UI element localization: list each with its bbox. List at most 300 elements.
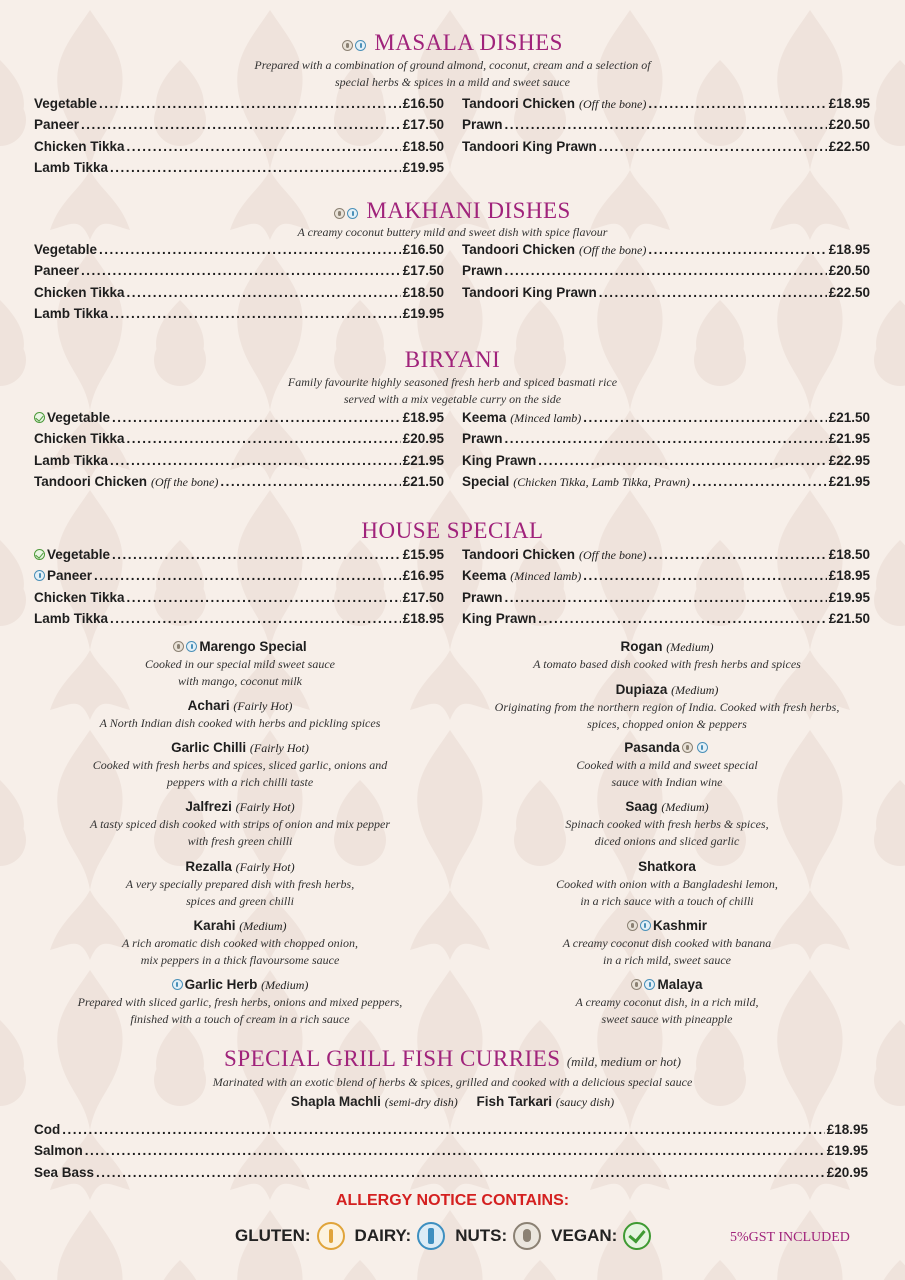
biryani-left-list [34, 410, 444, 495]
item-name [462, 139, 597, 154]
menu-item-row [34, 96, 444, 117]
dish-description: sweet sauce with pineapple [601, 1012, 733, 1026]
makhani-desc-line1: A creamy coconut buttery mild and sweet dish with spice flavour [297, 225, 608, 239]
makhani-title [0, 198, 905, 224]
item-name-text: Chicken Tikka [34, 431, 125, 447]
item-price: £19.95 [826, 1143, 868, 1159]
item-name-text: Lamb Tikka [34, 452, 109, 468]
item-price: £18.95 [828, 242, 870, 257]
dish-description: peppers with a rich chilli taste [166, 775, 314, 789]
vegan-icon [34, 412, 45, 423]
fish-list [34, 1122, 868, 1186]
item-name [34, 117, 79, 132]
dish-name [452, 681, 882, 699]
menu-item-row [34, 263, 444, 284]
item-price: £19.95 [402, 305, 444, 321]
leader-dots [99, 242, 401, 257]
leader-dots [538, 611, 826, 626]
item-price: £18.50 [402, 284, 444, 300]
item-name [34, 474, 218, 490]
dairy-icon [34, 570, 45, 581]
item-name [462, 242, 646, 258]
item-name [462, 431, 503, 446]
vegan-icon [623, 1222, 651, 1250]
item-name [34, 139, 125, 154]
dish-note: (Medium) [666, 640, 714, 654]
menu-item-row [34, 453, 444, 474]
item-name [34, 410, 110, 425]
dish-description: with mango, coconut milk [178, 674, 302, 688]
menu-item-row [34, 139, 444, 160]
fish-style-tarkari-note: (saucy dish) [555, 1095, 615, 1109]
item-name-text: Paneer [34, 263, 80, 279]
item-name-text: Lamb Tikka [34, 610, 109, 626]
dish-note: (Fairly Hot) [235, 860, 295, 874]
biryani-desc-line1: Family favourite highly seasoned fresh herb and spiced basmati rice [287, 375, 618, 389]
house-dish [452, 638, 882, 673]
leader-dots [85, 1143, 825, 1158]
dairy-icon [417, 1222, 445, 1250]
biryani-desc-line2: served with a mix vegetable curry on the side [343, 392, 562, 406]
dish-note: (Fairly Hot) [235, 800, 295, 814]
leader-dots [94, 568, 401, 583]
dish-description: Originating from the northern region of India. Cooked with fresh herbs, [494, 700, 840, 714]
dish-name [25, 798, 455, 816]
dish-description: A rich aromatic dish cooked with chopped onion, [122, 936, 358, 950]
menu-item-row [34, 1122, 868, 1143]
house-dish [25, 976, 455, 1028]
leader-dots [538, 453, 826, 468]
item-price: £20.50 [828, 117, 870, 133]
fish-style-shapla-note: (semi-dry dish) [384, 1095, 458, 1109]
allergy-legend [235, 1222, 661, 1250]
item-name [462, 117, 503, 132]
item-name-text: Tandoori Chicken [462, 242, 576, 257]
menu-item-row [462, 474, 870, 495]
house-dish [452, 976, 882, 1028]
item-price: £18.95 [828, 96, 870, 111]
menu-item-row [34, 547, 444, 568]
leader-dots [110, 453, 401, 468]
house-left-list [34, 547, 444, 632]
item-price: £21.95 [828, 431, 870, 447]
item-name-text: Prawn [462, 589, 503, 605]
dairy-label: DAIRY: [354, 1226, 412, 1245]
item-name-text: Vegetable [34, 242, 98, 257]
fish-title-text: SPECIAL GRILL FISH CURRIES [224, 1046, 561, 1071]
dish-name [25, 739, 455, 757]
dish-note: (Fairly Hot) [233, 699, 293, 713]
menu-item-row [34, 568, 444, 589]
leader-dots [110, 611, 401, 626]
house-dish [452, 739, 882, 791]
house-dish [452, 858, 882, 910]
menu-item-row [34, 1143, 868, 1164]
item-name-text: Tandoori King Prawn [462, 138, 597, 154]
menu-item-row [34, 1165, 868, 1186]
item-name [462, 285, 597, 300]
dish-description: mix peppers in a thick flavoursome sauce [140, 953, 340, 967]
item-name-text: Keema [462, 410, 507, 425]
item-price: £19.95 [402, 159, 444, 175]
dish-note: (Medium) [239, 919, 287, 933]
masala-title [0, 30, 905, 56]
item-name [462, 547, 646, 563]
dish-name-text: Jalfrezi [185, 799, 232, 814]
menu-item-row [34, 160, 444, 181]
nuts-icon [627, 920, 638, 931]
menu-item-row [462, 242, 870, 263]
masala-desc-line2: special herbs & spices in a mild and sweet sauce [335, 75, 570, 89]
item-price: £18.95 [402, 410, 444, 425]
item-name-text: Vegetable [47, 410, 111, 425]
item-name [34, 1143, 83, 1158]
item-name-text: Paneer [34, 117, 80, 133]
item-name [34, 1165, 94, 1180]
item-name [34, 263, 79, 278]
leader-dots [599, 139, 827, 154]
dish-name [452, 858, 882, 876]
leader-dots [81, 117, 401, 132]
item-name-text: Tandoori Chicken [462, 547, 576, 562]
dish-description: A creamy coconut dish cooked with banana [562, 936, 772, 950]
dish-name-text: Saag [625, 799, 658, 814]
makhani-right-list [462, 242, 870, 306]
item-name [34, 1122, 60, 1137]
menu-item-row [462, 263, 870, 284]
item-price: £20.95 [826, 1164, 868, 1180]
item-name [462, 410, 581, 426]
fish-style-shapla: Shapla Machli [290, 1094, 381, 1109]
house-dish [25, 798, 455, 850]
menu-item-row [462, 431, 870, 452]
item-price: £21.95 [828, 473, 870, 489]
item-name [34, 547, 110, 562]
makhani-left-list [34, 242, 444, 327]
biryani-right-list [462, 410, 870, 495]
dish-description: finished with a touch of cream in a rich sauce [130, 1012, 350, 1026]
item-name [34, 160, 108, 175]
dish-name-text: Marengo Special [199, 639, 307, 654]
leader-dots [505, 263, 827, 278]
item-name-text: King Prawn [462, 610, 537, 626]
fish-desc-line1: Marinated with an exotic blend of herbs & spices, grilled and cooked with a delicious special sauce [212, 1075, 693, 1089]
dish-name [452, 739, 882, 757]
dish-description: spices, chopped onion & peppers [587, 717, 747, 731]
leader-dots [505, 117, 827, 132]
vegan-icon [34, 549, 45, 560]
item-note: (Off the bone) [579, 243, 647, 257]
dish-name [452, 638, 882, 656]
fish-desc [0, 1074, 905, 1091]
dish-description: A tomato based dish cooked with fresh herbs and spices [533, 657, 801, 671]
leader-dots [220, 474, 400, 489]
menu-item-row [34, 474, 444, 495]
item-note: (Minced lamb) [510, 569, 582, 584]
dish-name [25, 638, 455, 656]
menu-item-row [462, 117, 870, 138]
menu-item-row [34, 611, 444, 632]
leader-dots [127, 590, 401, 605]
item-name [462, 590, 503, 605]
leader-dots [99, 96, 401, 111]
dish-name [452, 798, 882, 816]
leader-dots [127, 285, 401, 300]
dish-name-text: Dupiaza [615, 682, 668, 697]
item-name [34, 568, 92, 583]
leader-dots [505, 590, 827, 605]
item-price: £18.50 [828, 547, 870, 562]
dish-name-text: Pasanda [624, 740, 680, 755]
dish-description: Prepared with sliced garlic, fresh herbs, onions and mixed peppers, [77, 995, 403, 1009]
dish-note: (Medium) [661, 800, 709, 814]
dish-description: in a rich mild, sweet sauce [603, 953, 731, 967]
menu-item-row [462, 96, 870, 117]
leader-dots [81, 263, 401, 278]
menu-item-row [462, 139, 870, 160]
item-name [34, 96, 97, 111]
item-price: £17.50 [402, 589, 444, 605]
house-dish [452, 798, 882, 850]
leader-dots [583, 568, 826, 583]
menu-item-row [34, 242, 444, 263]
menu-item-row [462, 590, 870, 611]
menu-item-row [462, 547, 870, 568]
menu-item-row [34, 431, 444, 452]
leader-dots [583, 410, 826, 425]
house-title [0, 518, 905, 544]
item-name [462, 453, 536, 468]
gluten-icon [317, 1222, 345, 1250]
menu-item-row [462, 410, 870, 431]
dish-note: (Medium) [261, 978, 309, 992]
dish-description: A very specially prepared dish with fresh herbs, [125, 877, 355, 891]
masala-left-list [34, 96, 444, 181]
nuts-icon [631, 979, 642, 990]
dairy-icon [186, 641, 197, 652]
dish-name-text: Rezalla [185, 859, 232, 874]
house-dish [25, 917, 455, 969]
item-name-text: Cod [34, 1122, 61, 1137]
item-price: £17.50 [402, 263, 444, 279]
menu-item-row [462, 611, 870, 632]
item-name-text: Prawn [462, 431, 503, 447]
item-price: £21.50 [828, 610, 870, 626]
item-price: £18.95 [826, 1122, 868, 1137]
item-name [462, 611, 536, 626]
item-price: £20.50 [828, 263, 870, 279]
vegan-label: VEGAN: [551, 1226, 618, 1245]
item-name-text: Keema [462, 568, 507, 584]
item-name-text: Chicken Tikka [34, 284, 125, 300]
item-name [34, 611, 108, 626]
dish-description: A creamy coconut dish, in a rich mild, [575, 995, 759, 1009]
nuts-icon [334, 208, 345, 219]
nuts-icon [682, 742, 693, 753]
dish-description: in a rich sauce with a touch of chilli [580, 894, 754, 908]
item-price: £21.50 [402, 473, 444, 489]
fish-title [0, 1046, 905, 1075]
leader-dots [505, 431, 827, 446]
dish-name-text: Shatkora [638, 859, 696, 874]
item-name-text: Lamb Tikka [34, 159, 109, 175]
house-dish [25, 638, 455, 690]
item-name-text: Tandoori Chicken [462, 96, 576, 111]
menu-item-row [34, 285, 444, 306]
dish-name [452, 976, 882, 994]
gst-notice: 5%GST INCLUDED [730, 1230, 850, 1245]
dish-description: Cooked with onion with a Bangladeshi lemon, [556, 877, 778, 891]
leader-dots [112, 410, 401, 425]
item-price: £18.95 [828, 568, 870, 584]
masala-right-list [462, 96, 870, 160]
item-price: £16.50 [402, 242, 444, 257]
makhani-desc [0, 224, 905, 241]
item-name-text: Salmon [34, 1143, 83, 1159]
leader-dots [110, 160, 401, 175]
item-price: £22.50 [828, 138, 870, 154]
item-name [34, 306, 108, 321]
item-price: £19.95 [828, 589, 870, 605]
dish-description: Cooked with fresh herbs and spices, sliced garlic, onions and [92, 758, 388, 772]
dairy-icon [172, 979, 183, 990]
dairy-icon [355, 40, 366, 51]
item-price: £20.95 [402, 431, 444, 447]
gluten-label: GLUTEN: [235, 1226, 311, 1245]
house-dish [452, 681, 882, 733]
item-name-text: Tandoori Chicken [34, 473, 148, 489]
biryani-title-text: BIRYANI [404, 347, 501, 372]
item-name-text: Vegetable [34, 96, 98, 111]
house-dish [25, 697, 455, 732]
item-price: £15.95 [402, 547, 444, 562]
item-name [34, 453, 108, 468]
dish-name [25, 697, 455, 715]
item-name-text: Paneer [47, 568, 93, 584]
dairy-icon [640, 920, 651, 931]
item-note: (Off the bone) [579, 97, 647, 111]
dish-name-text: Garlic Herb [184, 977, 258, 992]
item-note: (Minced lamb) [510, 411, 582, 425]
item-price: £16.50 [402, 96, 444, 111]
dish-note: (Fairly Hot) [249, 741, 309, 755]
dish-name-text: Malaya [657, 977, 703, 992]
leader-dots [648, 547, 826, 562]
masala-desc [0, 57, 905, 91]
menu-item-row [462, 285, 870, 306]
house-dish [25, 739, 455, 791]
dish-description: A North Indian dish cooked with herbs and pickling spices [99, 716, 381, 730]
menu-item-row [34, 117, 444, 138]
house-dish [452, 917, 882, 969]
dish-description: Cooked in our special mild sweet sauce [145, 657, 335, 671]
item-name [462, 96, 646, 112]
item-name-text: Special [462, 473, 510, 489]
item-name [462, 568, 581, 584]
leader-dots [127, 431, 401, 446]
item-name [34, 242, 97, 257]
dish-name-text: Karahi [193, 918, 236, 933]
dish-note: (Medium) [671, 683, 719, 697]
leader-dots [96, 1165, 825, 1180]
menu-item-row [34, 590, 444, 611]
item-name-text: Prawn [462, 117, 503, 133]
fish-title-note: (mild, medium or hot) [566, 1054, 681, 1069]
leader-dots [112, 547, 401, 562]
leader-dots [648, 96, 826, 111]
item-name-text: King Prawn [462, 452, 537, 468]
dish-name-text: Garlic Chilli [171, 740, 247, 755]
item-note: (Off the bone) [579, 548, 647, 562]
item-note: (Off the bone) [151, 474, 219, 489]
dish-description: sauce with Indian wine [611, 775, 723, 789]
item-name-text: Lamb Tikka [34, 305, 109, 321]
dish-description: diced onions and sliced garlic [594, 834, 740, 848]
biryani-title [0, 347, 905, 373]
biryani-desc [0, 374, 905, 408]
item-price: £18.50 [402, 138, 444, 154]
house-right-list [462, 547, 870, 632]
item-name-text: Sea Bass [34, 1164, 95, 1180]
nuts-icon [342, 40, 353, 51]
dish-description: Cooked with a mild and sweet special [576, 758, 758, 772]
dish-name [25, 858, 455, 876]
dairy-icon [697, 742, 708, 753]
dish-name [25, 976, 455, 994]
fish-styles [0, 1094, 905, 1110]
item-name-text: Prawn [462, 263, 503, 279]
dairy-icon [347, 208, 358, 219]
dish-name-text: Rogan [620, 639, 663, 654]
leader-dots [62, 1122, 824, 1137]
dish-description: A tasty spiced dish cooked with strips of onion and mix pepper [89, 817, 391, 831]
item-note: (Chicken Tikka, Lamb Tikka, Prawn) [513, 474, 690, 489]
menu-item-row [34, 410, 444, 431]
dish-name [452, 917, 882, 935]
nuts-icon [513, 1222, 541, 1250]
item-name [34, 590, 125, 605]
item-name-text: Vegetable [47, 547, 111, 562]
menu-item-row [462, 453, 870, 474]
leader-dots [599, 285, 827, 300]
item-name [462, 263, 503, 278]
item-name [34, 285, 125, 300]
item-price: £21.95 [402, 452, 444, 468]
item-price: £22.95 [828, 452, 870, 468]
item-name [462, 474, 690, 490]
dairy-icon [644, 979, 655, 990]
fish-style-tarkari: Fish Tarkari [476, 1094, 552, 1109]
item-price: £16.95 [402, 568, 444, 584]
item-price: £17.50 [402, 117, 444, 133]
masala-title-text: MASALA DISHES [374, 30, 563, 55]
masala-desc-line1: Prepared with a combination of ground almond, coconut, cream and a selection of [254, 58, 651, 72]
item-price: £21.50 [828, 410, 870, 425]
item-name-text: Chicken Tikka [34, 589, 125, 605]
dish-name [25, 917, 455, 935]
item-name-text: Tandoori King Prawn [462, 284, 597, 300]
leader-dots [692, 474, 827, 489]
item-price: £18.95 [402, 610, 444, 626]
dish-description: with fresh green chilli [187, 834, 293, 848]
item-price: £22.50 [828, 284, 870, 300]
allergy-title: ALLERGY NOTICE CONTAINS: [335, 1192, 570, 1209]
item-name [34, 431, 125, 446]
dish-description: Spinach cooked with fresh herbs & spices, [565, 817, 769, 831]
leader-dots [110, 306, 401, 321]
dish-name-text: Kashmir [652, 918, 708, 933]
makhani-title-text: MAKHANI DISHES [366, 198, 571, 223]
